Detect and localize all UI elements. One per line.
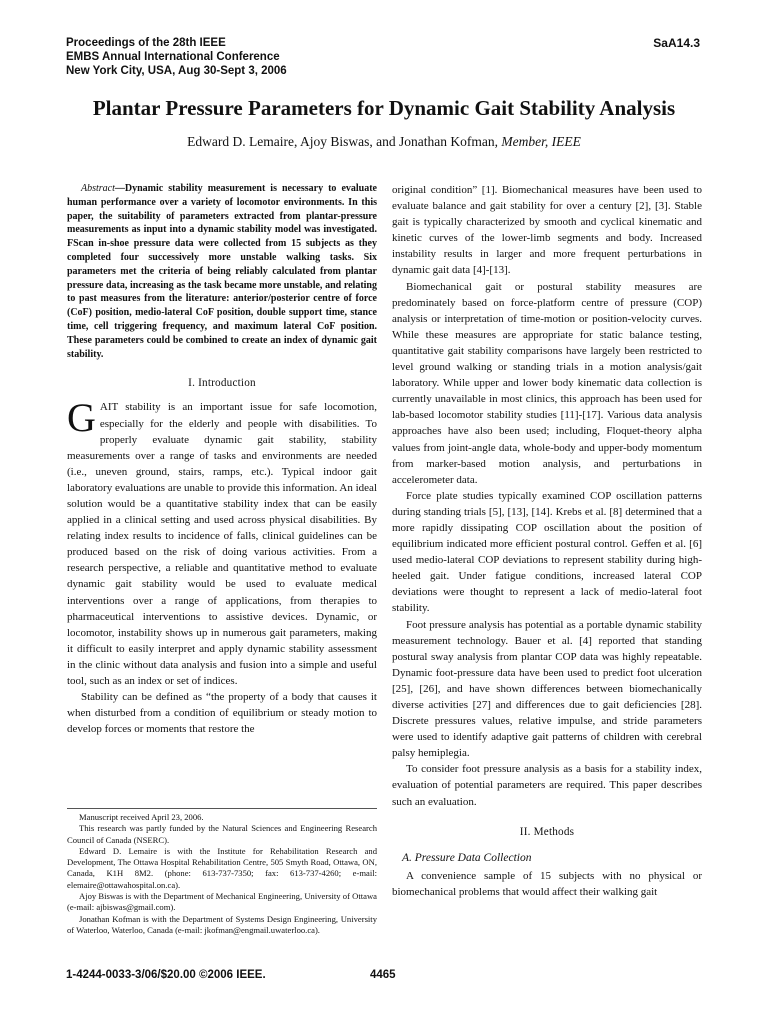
right-column — [392, 182, 702, 900]
subsection-heading: A. Pressure Data Collection — [402, 851, 532, 864]
section-title: Methods — [533, 825, 575, 838]
intro-paragraph-1-text: AIT stability is an important issue for safe locomotion, especially for the elderly and people with disabilities. To properly evaluate dynamic gait stability, stability measurements over a range of tasks and environments are needed (i.e., uneven ground, stairs, ramps, etc.). Typical indoor gait laboratory evaluations are unable to provide this information. An ideal solution would be a quantitative stability index that can be easily applied in a clinical setting and used across physical disabilities. By relating index results to incidence of falls, clinical guidelines can be produced based on the risk of doing various activities. From a research perspective, a reliable and quantitative method to evaluate dynamic gait stability would be used to evaluate medical interventions over a range of applications, from therapies to pharmaceutical interventions to assistive devices. Dynamic, or locomotor, instability shows up in numerous gait parameters, making it difficult to easily interpret and apply dynamic stability assessment in the clinic without data analysis and fusion into a simple and useful tool, such as an index or set of indices. — [67, 401, 377, 688]
footnote-author-3: Jonathan Kofman is with the Department of Systems Design Engineering, University of Waterloo, Waterloo, Canada (e-mail: jkofman@engmail.uwaterloo.ca). — [67, 913, 377, 935]
intro-paragraph-6: Foot pressure analysis has potential as a portable dynamic stability measurement technology. Bauer et al. [4] reported that standing postural sway analysis from plantar COP data was highly repeatable. Dynamic foot-pressure data have been used to predict foot ulceration [25], [26], and have shown differences between biomechanically diverse activities [27] and differences due to gait deficiencies [28]. Discrete pressures values, relative impulse, and stride parameters were used to identify adaptive gait patterns of children with cerebral palsy hemiplegia. — [392, 618, 702, 760]
intro-paragraph-3: original condition” [1]. Biomechanical measures have been used to evaluate balance and gait stability for over a century [2], [3]. Stable gait is typically characterized by smooth and cyclical kinematic and kinetic curves of the lower-limb segments and body. Increased instability results in larger and more frequent perturbations in dynamic gait data [4]-[13]. — [392, 184, 702, 277]
section-heading-methods — [392, 824, 702, 840]
footnote-received: Manuscript received April 23, 2006. — [79, 812, 204, 822]
footnotes — [67, 808, 377, 936]
copyright-footer: 1-4244-0033-3/06/$20.00 ©2006 IEEE. — [66, 969, 266, 981]
page-number: 4465 — [370, 969, 396, 981]
footnote-author-1: Edward D. Lemaire is with the Institute for Rehabilitation Research and Development, The Ottawa Hospital Rehabilitation Centre, 505 Smyth Road, Ottawa, ON, Canada, K1H 8M2. (phone: 613-737-7350; fax: 613-737-4260; e-mail: elemaire@ottawahospital.on.ca). — [67, 845, 377, 890]
abstract-label: Abstract — [81, 183, 115, 194]
author-membership: Member, IEEE — [501, 134, 581, 149]
paper-title: Plantar Pressure Parameters for Dynamic Gait Stability Analysis — [92, 96, 676, 120]
abstract-text: —Dynamic stability measurement is necessary to evaluate human performance over a variety of locomotor environments. In this paper, the suitability of parameters extracted from plantar-pressure measurements as input into a dynamic stability model was investigated. FScan in-shoe pressure data were collected from 15 subjects as they completed four successively more unstable walking tasks. Six parameters met the criteria of being reliably calculated from plantar pressure data, increasing as the task became more unstable, and relating to past measures from the literature: anterior/posterior centre of force (CoF) position, medio-lateral CoF position, double support time, stance time, cell triggering frequency, and maximum lateral CoF position. These parameters could be combined to create an index of dynamic gait stability. — [67, 183, 377, 360]
section-heading-introduction — [67, 375, 377, 391]
paper-authors — [0, 134, 768, 150]
intro-paragraph-2: Stability can be defined as “the property of a body that causes it when disturbed from a condition of equilibrium or steady motion to develop forces or moments that restore the — [67, 691, 377, 736]
intro-paragraph-4: Biomechanical gait or postural stability measures are predominately based on force-platform centre of pressure (COP) analysis or interpretation of time-motion or position-velocity curves. While these measures are appropriate for static balance testing, quantitative gait stability comparisons have largely been restricted to level ground walking or standing trials in a motion analysis/gait laboratory. While upper and lower body kinematic data collection is currently unavailable in most clinics, this approach has been used for lab-based locomotor stability studies [11]-[17]. Various data analysis approaches have also been used; including, Floquet-theory alpha values from joint-angle data, whole-body and upper-body momentum from marker-based motion analysis, and perturbations in accelerometer data. — [392, 280, 702, 486]
drop-cap: G — [67, 395, 96, 441]
footnote-author-2: Ajoy Biswas is with the Department of Mechanical Engineering, University of Ottawa (e-mail: ajbiswas@gmail.com). — [67, 891, 377, 913]
section-title: Introduction — [198, 377, 256, 390]
header-line-3: New York City, USA, Aug 30-Sept 3, 2006 — [66, 65, 287, 77]
header-line-2: EMBS Annual International Conference — [66, 51, 280, 63]
intro-paragraph-5: Force plate studies typically examined COP oscillation patterns during standing trials [5], [13], [14]. Krebs et al. [8] determined that a more rapidly dissipating COP oscillation about the position of equilibrium indicated more efficient postural control. Geffen et al. [6] used medio-lateral COP deviations to represent stability during high-heeled gait. Under fatigue conditions, increased lateral COP deviations were thought to represent a lack of medio-lateral foot stability. — [392, 489, 702, 615]
left-column — [67, 182, 377, 737]
section-number: I. — [188, 377, 196, 390]
methods-paragraph-1: A convenience sample of 15 subjects with no physical or biomechanical problems that would affect their walking gait — [392, 869, 702, 898]
author-names: Edward D. Lemaire, Ajoy Biswas, and Jonathan Kofman, — [187, 134, 498, 149]
section-number: II. — [519, 825, 531, 838]
abstract — [67, 182, 377, 361]
conference-header — [66, 36, 287, 78]
footnote-funding: This research was partly funded by the Natural Sciences and Engineering Research Council of Canada (NSERC). — [67, 823, 377, 845]
intro-paragraph-7: To consider foot pressure analysis as a basis for a stability index, evaluation of potential parameters are required. This paper describes such an evaluation. — [392, 763, 702, 808]
intro-paragraph-1 — [67, 395, 377, 689]
session-code: SaA14.3 — [653, 36, 700, 50]
header-line-1: Proceedings of the 28th IEEE — [66, 37, 226, 49]
